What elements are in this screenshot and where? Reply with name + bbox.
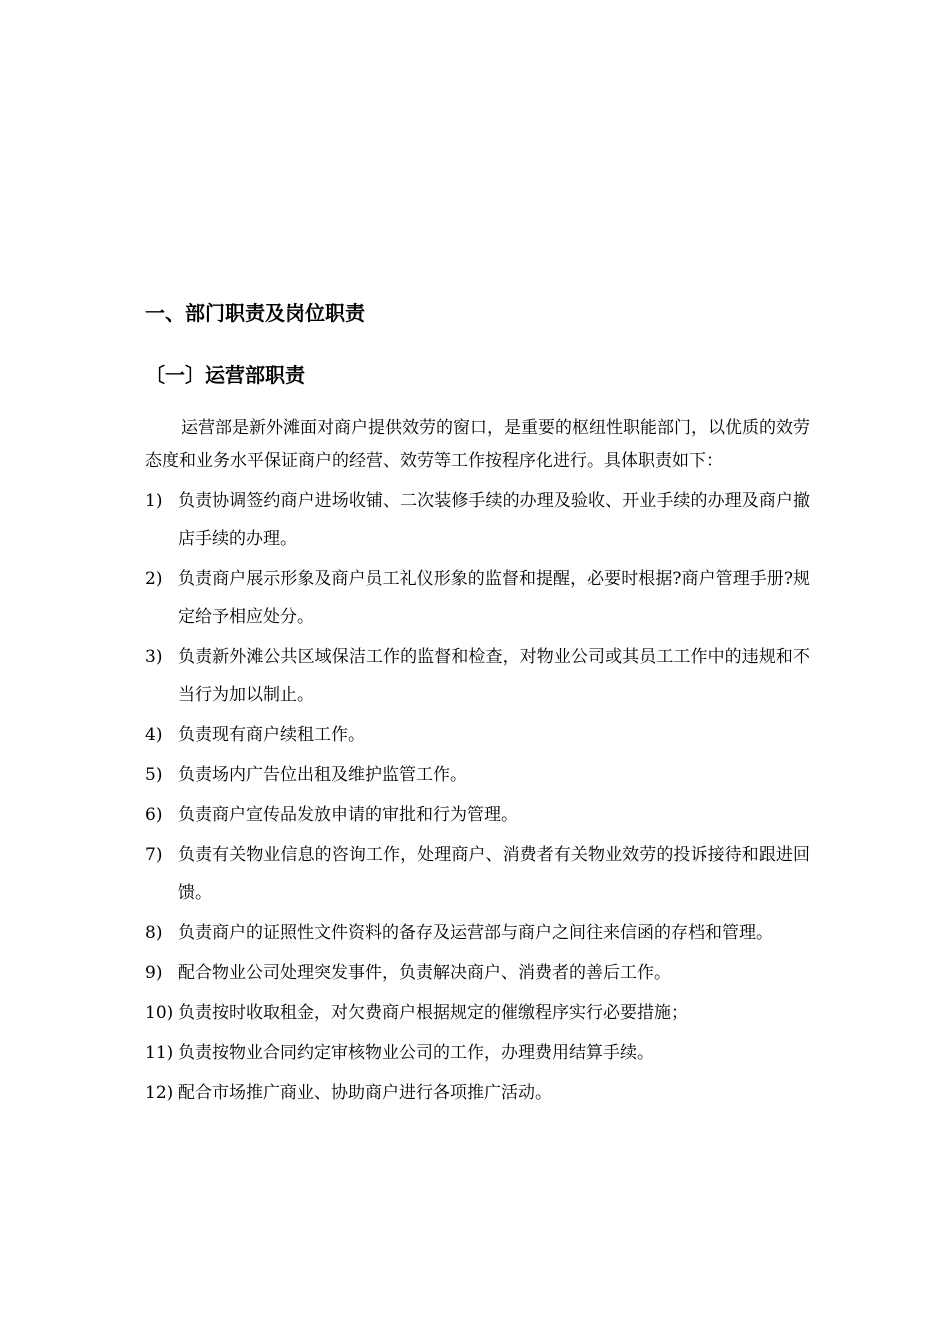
item-number: 7)	[145, 845, 163, 865]
item-number: 2)	[145, 569, 163, 589]
item-text: 负责现有商户续租工作。	[178, 725, 365, 745]
item-number: 4)	[145, 725, 163, 745]
item-number: 5)	[145, 765, 163, 785]
item-text: 负责按时收取租金，对欠费商户根据规定的催缴程序实行必要措施；	[178, 1003, 688, 1023]
section-heading: 一、部门职责及岗位职责	[145, 301, 365, 325]
list-item	[145, 560, 810, 636]
item-text: 负责商户的证照性文件资料的备存及运营部与商户之间往来信函的存档和管理。	[178, 923, 773, 943]
item-number: 10)	[145, 1003, 174, 1023]
item-text: 负责商户展示形象及商户员工礼仪形象的监督和提醒，必要时根据?商户管理手册?规定给予相应处分。	[178, 569, 810, 627]
subsection-heading: 〔一〕运营部职责	[145, 363, 305, 387]
item-number: 3)	[145, 647, 163, 667]
list-item	[145, 836, 810, 912]
duty-list	[145, 482, 810, 1112]
intro-paragraph: 运营部是新外滩面对商户提供效劳的窗口，是重要的枢纽性职能部门，以优质的效劳态度和业务水平保证商户的经营、效劳等工作按程序化进行。具体职责如下：	[145, 418, 810, 471]
list-item	[145, 1074, 810, 1112]
item-text: 负责场内广告位出租及维护监管工作。	[178, 765, 467, 785]
list-item	[145, 482, 810, 558]
item-text: 配合市场推广商业、协助商户进行各项推广活动。	[178, 1083, 552, 1103]
item-text: 配合物业公司处理突发事件，负责解决商户、消费者的善后工作。	[178, 963, 671, 983]
item-text: 负责协调签约商户进场收铺、二次装修手续的办理及验收、开业手续的办理及商户撤店手续的办理。	[178, 491, 810, 549]
list-item	[145, 638, 810, 714]
item-text: 负责新外滩公共区域保洁工作的监督和检查，对物业公司或其员工工作中的违规和不当行为加以制止。	[178, 647, 810, 705]
list-item	[145, 914, 810, 952]
item-number: 8)	[145, 923, 163, 943]
list-item	[145, 994, 810, 1032]
list-item	[145, 1034, 810, 1072]
item-text: 负责有关物业信息的咨询工作，处理商户、消费者有关物业效劳的投诉接待和跟进回馈。	[178, 845, 810, 903]
item-text: 负责按物业合同约定审核物业公司的工作，办理费用结算手续。	[178, 1043, 654, 1063]
item-number: 11)	[145, 1043, 174, 1063]
item-number: 1)	[145, 491, 163, 511]
item-number: 9)	[145, 963, 163, 983]
item-text: 负责商户宣传品发放申请的审批和行为管理。	[178, 805, 518, 825]
item-number: 12)	[145, 1083, 174, 1103]
list-item	[145, 954, 810, 992]
list-item	[145, 716, 810, 754]
item-number: 6)	[145, 805, 163, 825]
list-item	[145, 756, 810, 794]
document-page	[145, 296, 810, 1114]
list-item	[145, 796, 810, 834]
